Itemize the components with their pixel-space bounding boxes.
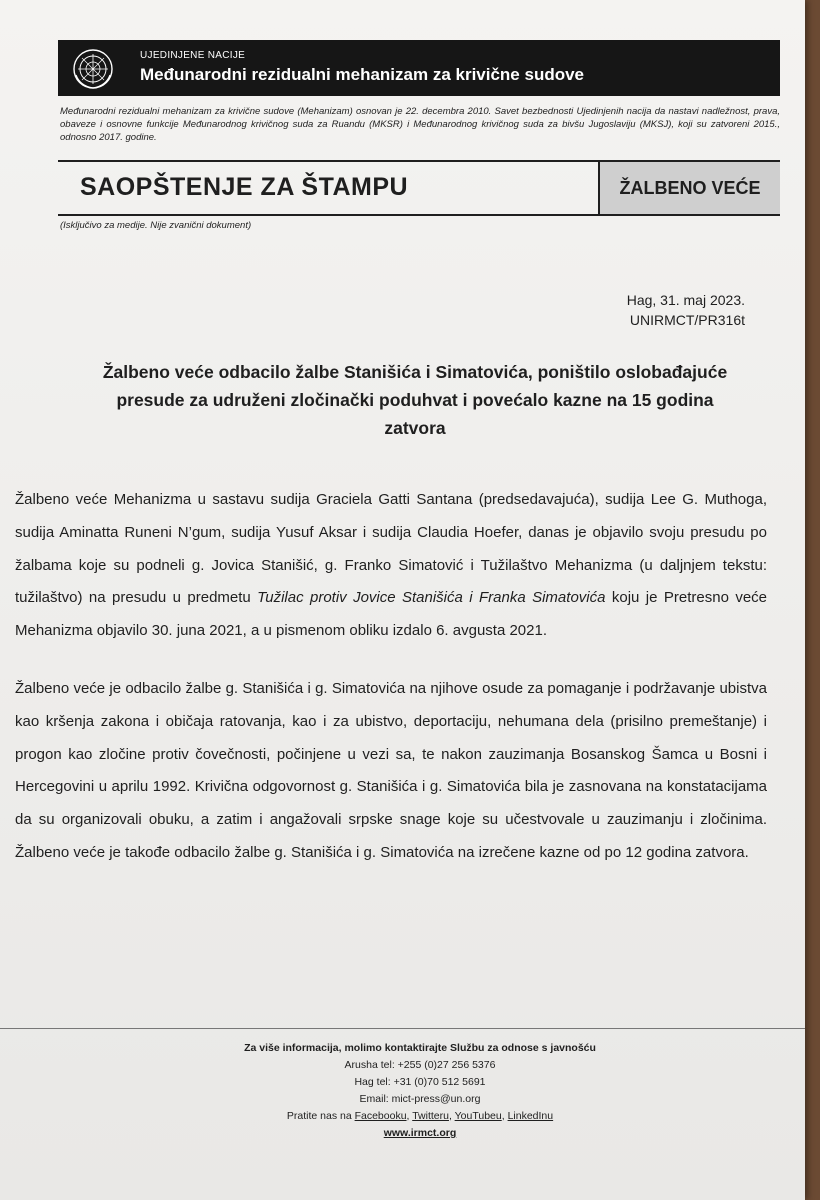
release-reference: UNIRMCT/PR316t bbox=[629, 312, 745, 328]
footer-hague-phone: Hag tel: +31 (0)70 512 5691 bbox=[354, 1076, 486, 1088]
social-prefix: Pratite nas na bbox=[286, 1110, 352, 1122]
press-title: SAOPŠTENJE ZA ŠTAMPU bbox=[80, 173, 409, 201]
media-note: (Isključivo za medije. Nije zvanični dokument) bbox=[60, 220, 252, 231]
p1-text-start: Žalbeno veće Mehanizma u sastavu sudija Graciela Gatti Santana (predsedavajuća), sudija Lee G. Muthoga, sudija Aminatta Runeni N’gum, sudija Yusuf Aksar i sudija Claudia Hoefer, danas je objavilo svoju presudu po žalbama koje su podneli g. Jovica Stanišić, g. Franko Simatović i Tužilaštvo Mehanizma (u daljnjem tekstu: tužilaštvo) na presudu u predmetu bbox=[15, 491, 767, 607]
footer-divider bbox=[0, 1028, 805, 1029]
footer-contact: Za više informacija, molimo kontaktirajte Službu za odnose s javnošću bbox=[244, 1042, 596, 1054]
body-paragraph-1 bbox=[15, 484, 767, 648]
org-subtitle: UJEDINJENE NACIJE bbox=[140, 50, 246, 61]
header-bar bbox=[58, 40, 780, 96]
press-release-banner bbox=[58, 160, 780, 216]
case-name: Tužilac protiv Jovice Stanišića i Franka Simatovića bbox=[257, 589, 606, 607]
footer-social: Pratite nas na Facebooku, Twitteru, YouTubeu, LinkedInu bbox=[286, 1110, 554, 1122]
footer-email: Email: mict-press@un.org bbox=[359, 1093, 481, 1105]
un-emblem-icon bbox=[72, 48, 114, 90]
youtube-link[interactable]: YouTubeu bbox=[454, 1110, 502, 1122]
twitter-link[interactable]: Twitteru bbox=[412, 1110, 449, 1122]
body-paragraph-2: Žalbeno veće je odbacilo žalbe g. Stanišića i g. Simatovića na njihove osude za pomaganje i podržavanje ubistva kao kršenja zakona i običaja ratovanja, kao i za ubistvo, deportaciju, nehumana dela (prisilno premeštanje) i progon kao zločine protiv čovečnosti, počinjene u vezi sa, te nakon zauzimanja Bosanskog Šamca u Bosni i Hercegovini u aprilu 1992. Krivična odgovornost g. Stanišića i g. Simatovića bila je zasnovana na konstatacijama da su organizovali obuku, a zatim i angažovali srpske snage koje su učestvovale u zauzimanju i zločinima. Žalbeno veće je takođe odbacilo žalbe g. Stanišića i g. Simatovića na izrečene kazne od po 12 godina zatvora. bbox=[15, 680, 767, 861]
org-title: Međunarodni rezidualni mehanizam za krivične sudove bbox=[140, 65, 585, 84]
date-block bbox=[627, 290, 745, 330]
chamber-label: ŽALBENO VEĆE bbox=[598, 162, 780, 214]
linkedin-link[interactable]: LinkedInu bbox=[507, 1110, 554, 1122]
facebook-link[interactable]: Facebooku bbox=[354, 1110, 407, 1122]
website-link[interactable]: www.irmct.org bbox=[383, 1127, 457, 1139]
p1-text-end: koju je Pretresno veće Mehanizma objavilo 30. juna 2021, a u pismenom obliku izdalo 6. avgusta 2021. bbox=[15, 589, 768, 640]
headline: Žalbeno veće odbacilo žalbe Stanišića i Simatovića, poništilo oslobađajuće presude za udruženi zločinački poduhvat i povećalo kazne na 15 godina zatvora bbox=[102, 362, 728, 438]
release-date: Hag, 31. maj 2023. bbox=[626, 292, 745, 308]
intro-paragraph: Međunarodni rezidualni mehanizam za krivične sudove (Mehanizam) osnovan je 22. decembra 2010. Savet bezbednosti Ujedinjenih nacija da nastavi nadležnost, prava, obaveze i osnovne funkcije Međunarodnog krivičnog suda za Ruandu (MKSR) i Međunarodnog krivičnog suda za bivšu Jugoslaviju (MKSJ), koji su zatvoreni 2015., odnosno 2017. godine. bbox=[60, 106, 780, 143]
footer bbox=[160, 1040, 680, 1142]
footer-arusha-phone: Arusha tel: +255 (0)27 256 5376 bbox=[344, 1059, 496, 1071]
